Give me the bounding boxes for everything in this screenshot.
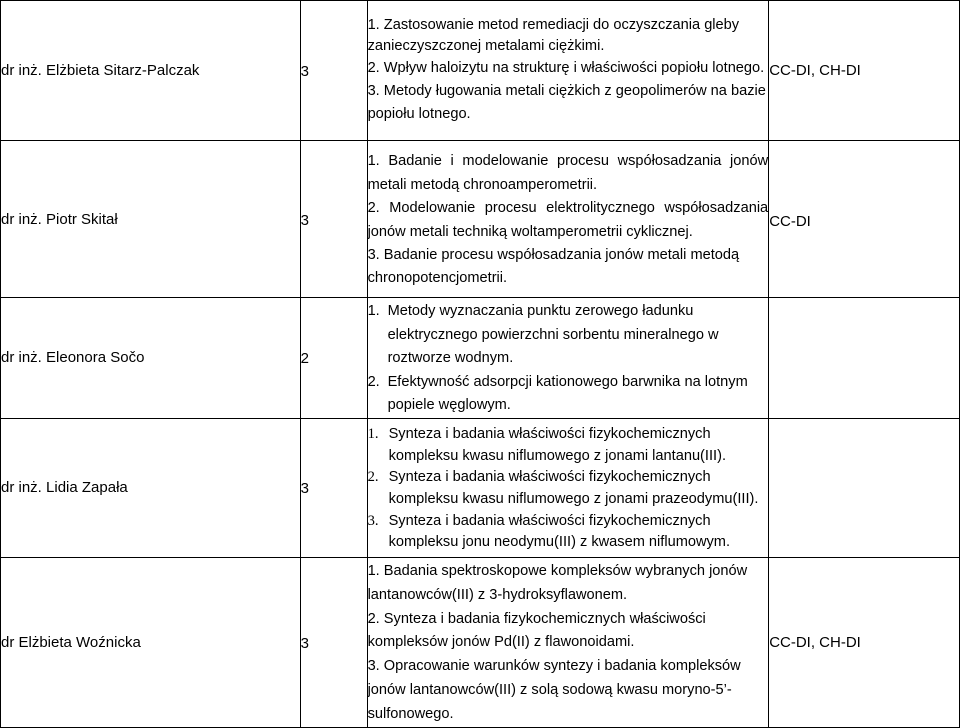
topic-text: Synteza i badania właściwości fizykochemicznych kompleksu kwasu niflumowego z jonami lantanu(III). [388, 426, 726, 464]
topic-count: 3 [300, 1, 367, 141]
topic-item: 3. Opracowanie warunków syntezy i badania kompleksów jonów lantanowców(III) z solą sodową kwasu moryno-5’-sulfonowego. [367, 658, 741, 722]
table-row [1, 1, 960, 141]
topic-count: 2 [300, 298, 367, 419]
supervisor-name: dr inż. Eleonora Sočo [1, 298, 301, 419]
supervisor-name: dr inż. Piotr Skitał [1, 141, 301, 298]
topic-count: 3 [300, 418, 367, 557]
topics-cell [367, 298, 769, 419]
topics-cell [367, 1, 769, 141]
topic-number: 1. [367, 303, 380, 319]
topic-number: 3. [367, 512, 379, 529]
topic-count: 3 [300, 141, 367, 298]
topic-text: Synteza i badania właściwości fizykochemicznych kompleksu jonu neodymu(III) z kwasem niflumowym. [388, 512, 731, 551]
supervisor-name: dr inż. Lidia Zapała [1, 418, 301, 557]
topic-item: 2. Modelowanie procesu elektrolitycznego współosadzania jonów metali techniką woltamperometrii cyklicznej. [367, 200, 769, 240]
topic-text: Synteza i badania właściwości fizykochemicznych kompleksu kwasu niflumowego z jonami prazeodymu(III). [388, 469, 759, 507]
topic-item: 1. Badanie i modelowanie procesu współosadzania jonów metali metodą chronoamperometrii. [367, 153, 769, 193]
topic-number: 2. [367, 469, 379, 486]
topic-item [368, 467, 769, 510]
supervisor-name: dr inż. Elżbieta Sitarz-Palczak [1, 1, 301, 141]
topic-item: 3. Metody ługowania metali ciężkich z geopolimerów na bazie popiołu lotnego. [367, 82, 766, 123]
topic-item [368, 371, 769, 418]
specializations: CC-DI, CH-DI [769, 557, 960, 727]
table-row [1, 557, 960, 727]
topic-item [368, 300, 769, 371]
topic-count: 3 [300, 557, 367, 727]
topic-item: 3. Badanie procesu współosadzania jonów metali metodą chronopotencjometrii. [367, 246, 740, 287]
table-row [1, 418, 960, 557]
topics-cell [367, 418, 769, 557]
specializations [769, 298, 960, 419]
topic-item: 2. Synteza i badania fizykochemicznych właściwości kompleksów jonów Pd(II) z flawonoidami. [367, 610, 706, 651]
topic-item: 1. Badania spektroskopowe kompleksów wybranych jonów lantanowców(III) z 3-hydroksyflawonem. [367, 562, 748, 603]
topic-item [368, 511, 769, 554]
topic-number: 2. [367, 373, 380, 390]
topic-text: Efektywność adsorpcji kationowego barwnika na lotnym popiele węglowym. [387, 373, 748, 414]
table-row [1, 141, 960, 298]
supervisor-name: dr Elżbieta Woźnicka [1, 557, 301, 727]
topic-item: 2. Wpływ haloizytu na strukturę i właściwości popiołu lotnego. [367, 59, 765, 76]
topics-cell [367, 557, 769, 727]
topic-text: Metody wyznaczania punktu zerowego ładunku elektrycznego powierzchni sorbentu mineralnego w roztworze wodnym. [387, 303, 719, 367]
specializations: CC-DI [769, 141, 960, 298]
topic-item [368, 424, 769, 467]
topics-cell [367, 141, 769, 298]
specializations [769, 418, 960, 557]
specializations: CC-DI, CH-DI [769, 1, 960, 141]
table-row [1, 298, 960, 419]
topic-item: 1. Zastosowanie metod remediacji do oczyszczania gleby zanieczyszczonej metalami ciężkimi. [367, 16, 740, 54]
topic-number: 1. [367, 426, 379, 443]
